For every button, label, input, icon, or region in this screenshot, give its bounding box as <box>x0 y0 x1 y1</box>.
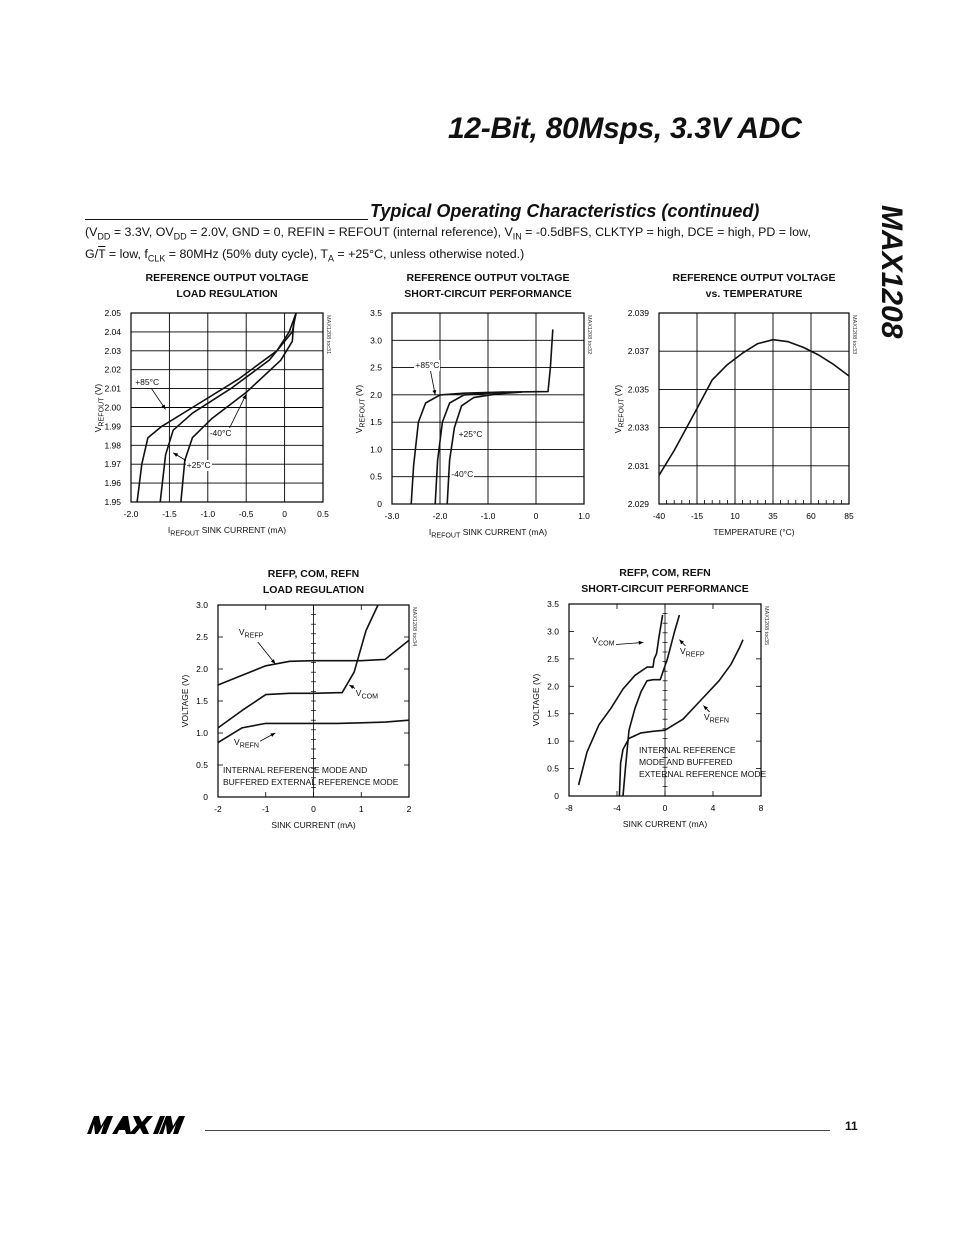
y-tick-label: 1.96 <box>104 478 121 489</box>
y-tick-label: 2.5 <box>370 362 382 373</box>
annotation-label: +25°C <box>186 459 211 470</box>
annotation-label: -40°C <box>209 427 232 438</box>
x-tick-label: -1 <box>261 804 270 814</box>
x-tick-label: 85 <box>844 511 854 521</box>
x-tick-label: 1 <box>358 804 364 814</box>
x-tick-label: -8 <box>565 803 573 813</box>
y-tick-label: 2.03 <box>104 345 121 356</box>
x-tick-label: 2 <box>406 804 412 814</box>
x-tick-label: -15 <box>690 511 704 521</box>
footer-rule <box>205 1130 830 1131</box>
y-tick-label: 1.5 <box>547 708 559 719</box>
y-tick-label: 0.5 <box>547 763 559 774</box>
y-tick-label: 3.0 <box>196 600 208 610</box>
y-tick-label: 1.98 <box>104 440 121 451</box>
y-tick-label: 2.0 <box>370 389 382 400</box>
part-number-vertical: MAX1208 <box>875 205 908 339</box>
chart-title: REFERENCE OUTPUT VOLTAGE LOAD REGULATION <box>145 272 309 300</box>
y-tick-label: 2.5 <box>196 632 208 642</box>
x-axis-label: SINK CURRENT (mA) <box>622 819 708 829</box>
annotation-label: $V_{REFP}$ <box>680 646 705 659</box>
y-tick-label: 1.0 <box>547 736 559 747</box>
x-axis-label: $I_{REFOUT}$ SINK CURRENT (mA) <box>428 527 548 540</box>
y-tick-label: 2.031 <box>627 460 649 471</box>
chart-note: INTERNAL REFERENCE MODE AND BUFFERED EXTERNAL REFERENCE MODE <box>639 745 767 779</box>
x-tick-label: -3.0 <box>384 511 400 521</box>
x-tick-label: 60 <box>806 511 816 521</box>
x-tick-label: -4 <box>613 803 621 813</box>
annotation-label: $V_{COM}$ <box>355 687 378 701</box>
y-tick-label: 2.5 <box>547 653 559 664</box>
y-tick-label: 2.01 <box>104 383 121 394</box>
figure-code: MAX1208 toc33 <box>851 315 857 355</box>
x-tick-label: -2.0 <box>123 509 139 519</box>
y-tick-label: 0.5 <box>196 760 208 770</box>
y-tick-label: 2.039 <box>627 308 649 318</box>
y-axis-label: VOLTAGE (V) <box>180 674 190 728</box>
y-tick-label: 0 <box>554 791 559 801</box>
x-tick-label: 0.5 <box>317 509 329 519</box>
page-title: 12-Bit, 80Msps, 3.3V ADC <box>448 112 802 145</box>
y-tick-label: 3.5 <box>547 599 559 609</box>
section-title: Typical Operating Characteristics (continued) <box>370 201 760 221</box>
x-tick-label: 0 <box>311 804 316 814</box>
annotation-label: $V_{REFN}$ <box>704 711 729 725</box>
annotation-label: +85°C <box>135 376 160 387</box>
y-tick-label: 2.0 <box>547 681 559 692</box>
page-number: 11 <box>845 1119 858 1133</box>
x-tick-label: -1.0 <box>200 509 216 519</box>
annotation-arrowhead <box>639 641 644 645</box>
chart-title: REFERENCE OUTPUT VOLTAGE SHORT-CIRCUIT PERFORMANCE <box>404 272 572 300</box>
y-tick-label: 1.0 <box>196 728 208 738</box>
annotation-label: -40°C <box>451 469 474 480</box>
conditions-line-1: ($V_{DD} = 3.3V$, $OV_{DD} = 2.0V$, GND = 0, REFIN = REFOUT (internal reference), $V_{IN}$ = -0.5dBFS, CLKTYP = high, DCE = high, PD = low, <box>85 225 811 242</box>
y-tick-label: 1.95 <box>104 497 121 507</box>
y-tick-label: 1.0 <box>370 444 382 455</box>
x-tick-label: 4 <box>710 803 716 813</box>
y-tick-label: 2.05 <box>104 308 121 318</box>
y-tick-label: 2.02 <box>104 364 121 375</box>
x-tick-label: -1.0 <box>480 511 496 521</box>
x-axis-label: TEMPERATURE (°C) <box>713 527 795 537</box>
figure-code: MAX1208 toc32 <box>586 315 592 355</box>
figure-code: MAX1208 toc34 <box>411 607 417 647</box>
y-axis-label: $V_{REFOUT}$ (V) <box>93 383 106 432</box>
x-tick-label: 0 <box>533 511 539 521</box>
y-tick-label: 3.0 <box>547 626 559 637</box>
y-tick-label: 2.0 <box>196 664 208 674</box>
annotation-label: +25°C <box>458 428 483 439</box>
x-tick-label: 10 <box>730 511 740 521</box>
y-tick-label: 2.029 <box>627 499 649 509</box>
chart-note: INTERNAL REFERENCE MODE AND BUFFERED EXTERNAL REFERENCE MODE <box>223 765 399 787</box>
y-tick-label: 0.5 <box>370 471 382 482</box>
chart-title: REFP, COM, REFN SHORT-CIRCUIT PERFORMANCE <box>581 567 749 595</box>
y-tick-label: 1.5 <box>370 417 382 428</box>
chart-title: REFP, COM, REFN LOAD REGULATION <box>262 568 365 596</box>
x-tick-label: 8 <box>758 803 764 813</box>
y-tick-label: 2.04 <box>104 326 121 337</box>
figure-code: MAX1208 toc35 <box>763 606 769 646</box>
y-tick-label: 1.97 <box>104 459 121 470</box>
annotation-label: $V_{REFN}$ <box>234 737 259 750</box>
x-tick-label: 1.0 <box>578 511 590 521</box>
y-tick-label: 0 <box>377 499 382 509</box>
y-axis-label: $V_{REFOUT}$ (V) <box>613 384 626 433</box>
y-tick-label: 2.035 <box>627 384 649 395</box>
x-axis-label: $I_{REFOUT}$ SINK CURRENT (mA) <box>167 525 287 538</box>
x-tick-label: -2.0 <box>432 511 448 521</box>
y-tick-label: 2.033 <box>627 422 649 433</box>
x-tick-label: 0 <box>282 509 287 519</box>
logo-text: MAXIM <box>85 1114 89 1115</box>
y-tick-label: 0 <box>203 792 208 802</box>
annotation-label: $V_{COM}$ <box>592 635 615 648</box>
y-tick-label: 3.0 <box>370 335 382 346</box>
conditions-line-2: $G/\overline{T}$ = low, $f_{CLK} = 80MHz$ (50% duty cycle), $T_A = +25^\circ C$, unless otherwise noted.) <box>85 246 525 264</box>
x-tick-label: -2 <box>214 804 222 814</box>
figure-code: MAX1208 toc31 <box>325 315 331 355</box>
y-tick-label: 1.99 <box>104 421 121 432</box>
annotation-label: +85°C <box>415 360 440 371</box>
maxim-logo-mark <box>87 1116 185 1134</box>
maxim-logo <box>85 1114 195 1136</box>
x-tick-label: -0.5 <box>238 509 254 519</box>
x-axis-label: SINK CURRENT (mA) <box>271 820 356 830</box>
x-tick-label: -1.5 <box>162 509 177 519</box>
y-tick-label: 3.5 <box>370 308 382 318</box>
y-tick-label: 2.00 <box>104 402 121 413</box>
y-tick-label: 2.037 <box>627 346 649 357</box>
y-axis-label: VOLTAGE (V) <box>531 673 541 727</box>
y-axis-label: $V_{REFOUT}$ (V) <box>354 384 367 433</box>
annotation-label: $V_{REFP}$ <box>238 627 264 640</box>
y-tick-label: 1.5 <box>196 696 208 706</box>
x-tick-label: 35 <box>768 511 778 521</box>
x-tick-label: 0 <box>662 803 668 813</box>
chart-title: REFERENCE OUTPUT VOLTAGE vs. TEMPERATURE <box>672 272 836 300</box>
x-tick-label: -40 <box>652 511 666 521</box>
